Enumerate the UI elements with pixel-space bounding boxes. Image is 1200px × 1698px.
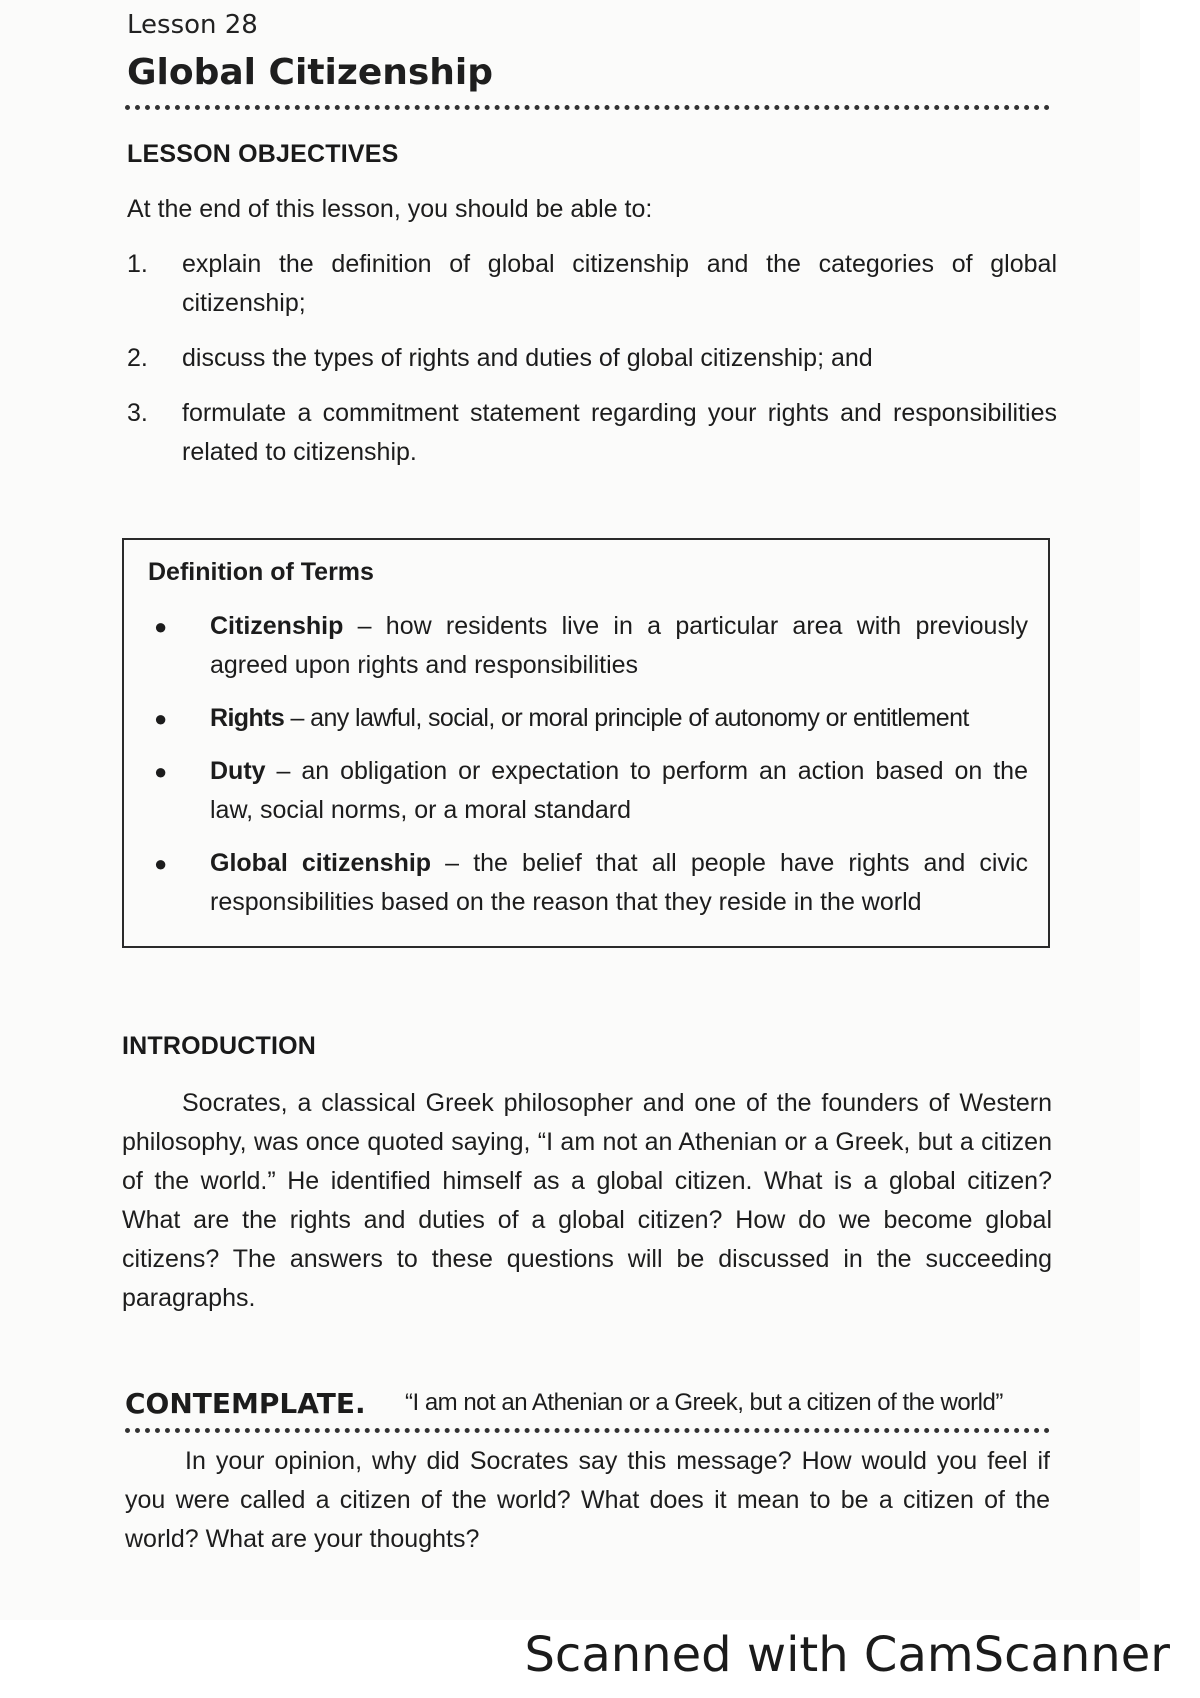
title-divider [125, 105, 1050, 110]
bullet-icon: ● [154, 614, 168, 639]
term-item [148, 844, 1028, 922]
lesson-number: Lesson 28 [127, 10, 258, 40]
terms-list [148, 607, 1028, 922]
objective-number: 3. [127, 399, 148, 427]
term-entry [210, 844, 1028, 922]
objective-number: 2. [127, 344, 148, 372]
objectives-list [127, 245, 1057, 488]
contemplate-divider [125, 1428, 1050, 1433]
term-entry [210, 752, 1028, 830]
objective-text: explain the definition of global citizenship and the categories of global citizenship; [182, 250, 1057, 317]
term-definition: – any lawful, social, or moral principle of autonomy or entitlement [284, 704, 969, 732]
term-entry [210, 607, 1028, 685]
term-item [148, 607, 1028, 685]
term-definition: – an obligation or expectation to perform an action based on the law, social norms, or a moral standard [210, 757, 1028, 824]
objective-number: 1. [127, 250, 148, 278]
objectives-intro: At the end of this lesson, you should be able to: [127, 195, 653, 223]
term-definition: – how residents live in a particular area with previously agreed upon rights and responsibilities [210, 612, 1028, 679]
terms-heading: Definition of Terms [148, 558, 374, 586]
definition-of-terms-box [122, 538, 1050, 948]
objective-item [127, 394, 1057, 472]
contemplate-paragraph: In your opinion, why did Socrates say this message? How would you feel if you were called a citizen of the world? What does it mean to be a citizen of the world? What are your thoughts? [125, 1447, 1050, 1553]
term-item [148, 752, 1028, 830]
term-name: Duty [210, 757, 266, 785]
term-definition: – the belief that all people have rights and civic responsibilities based on the reason that they reside in the world [210, 849, 1028, 916]
lesson-title: Global Citizenship [127, 52, 494, 93]
term-name: Rights [210, 704, 285, 732]
term-entry [210, 699, 1028, 738]
contemplate-quote: “I am not an Athenian or a Greek, but a citizen of the world” [405, 1389, 1003, 1416]
bullet-icon: ● [154, 706, 168, 731]
bullet-icon: ● [154, 851, 168, 876]
objective-text: discuss the types of rights and duties of global citizenship; and [182, 344, 873, 372]
contemplate-heading: CONTEMPLATE. [125, 1387, 366, 1420]
term-name: Citizenship [210, 612, 344, 640]
introduction-paragraph: Socrates, a classical Greek philosopher and one of the founders of Western philosophy, was once quoted saying, “I am not an Athenian or a Greek, but a citizen of the world.” He identified himself as a global citizen. What is a global citizen? What are the rights and duties of a global citizen? How do we become global citizens? The answers to these questions will be discussed in the succeeding paragraphs. [122, 1089, 1052, 1312]
term-item [148, 699, 1028, 738]
objectives-heading: LESSON OBJECTIVES [127, 140, 399, 168]
term-name: Global citizenship [210, 849, 432, 877]
objective-item [127, 339, 1057, 378]
introduction-heading: INTRODUCTION [122, 1032, 317, 1060]
objective-text: formulate a commitment statement regarding your rights and responsibilities related to citizenship. [182, 399, 1057, 466]
bullet-icon: ● [154, 759, 168, 784]
objective-item [127, 245, 1057, 323]
camscanner-watermark: Scanned with CamScanner [524, 1627, 1170, 1683]
